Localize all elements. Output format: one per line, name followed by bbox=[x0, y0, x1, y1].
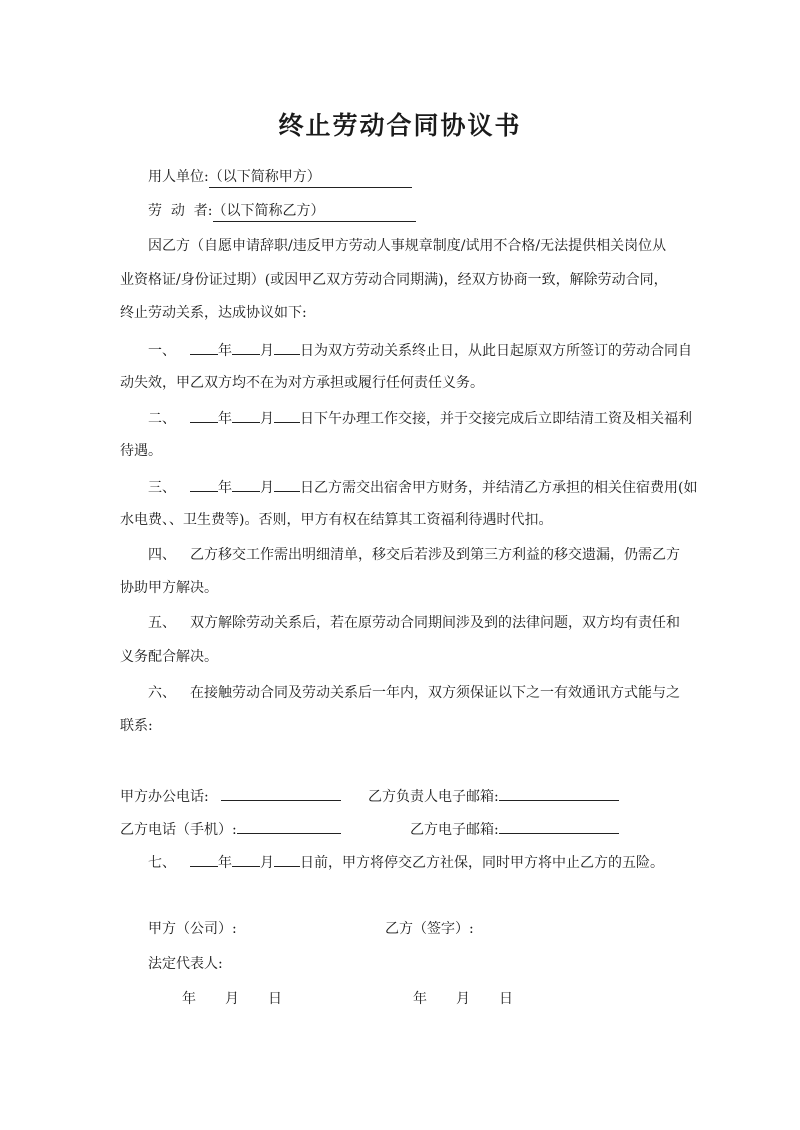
b-manager-email-line bbox=[368, 785, 619, 807]
worker-hint: （以下简称乙方） bbox=[212, 203, 325, 219]
clause-7-day-blank bbox=[274, 851, 300, 867]
clause-5-number: 五、 bbox=[148, 615, 176, 631]
employer-field bbox=[209, 167, 412, 188]
clause-5-line-2: 义务配合解决。 bbox=[120, 649, 218, 665]
clause-3-year: 年 bbox=[218, 480, 232, 496]
clause-7-line bbox=[148, 851, 664, 873]
clause-6-number: 六、 bbox=[148, 685, 176, 701]
employer-hint: （以下简称甲方） bbox=[208, 169, 321, 185]
party-a-date-month: 月 bbox=[225, 991, 239, 1007]
clause-2-number: 二、 bbox=[148, 411, 176, 427]
clause-2-text: 日下午办理工作交接，并于交接完成后立即结清工资及相关福利 bbox=[300, 411, 692, 427]
clause-7-month-blank bbox=[232, 851, 260, 867]
a-office-phone-line bbox=[120, 785, 341, 807]
clause-6-line-2: 联系: bbox=[120, 718, 153, 734]
clause-7-year: 年 bbox=[218, 855, 232, 871]
party-a-date-day: 日 bbox=[268, 991, 282, 1007]
clause-1-year: 年 bbox=[218, 343, 232, 359]
a-office-phone-blank bbox=[221, 785, 341, 801]
clause-1-line-2: 动失效，甲乙双方均不在为对方承担或履行任何责任义务。 bbox=[120, 375, 484, 391]
clause-3-line-2: 水电费、、卫生费等)。否则，甲方有权在结算其工资福利待遇时代扣。 bbox=[120, 512, 553, 528]
party-b-signature-label: 乙方（签字）: bbox=[385, 921, 474, 937]
clause-6-line-1 bbox=[148, 683, 680, 703]
party-a-signature-label: 甲方（公司）: bbox=[148, 921, 237, 937]
clause-6-text: 在接触劳动合同及劳动关系后一年内，双方须保证以下之一有效通讯方式能与之 bbox=[190, 685, 680, 701]
party-b-date-day: 日 bbox=[499, 991, 513, 1007]
b-phone-line bbox=[120, 818, 341, 840]
document-title: 终止劳动合同协议书 bbox=[278, 111, 522, 140]
a-office-phone-label: 甲方办公电话: bbox=[120, 789, 209, 805]
party-a-date-year: 年 bbox=[182, 991, 196, 1007]
employer-label: 用人单位: bbox=[148, 169, 209, 185]
legal-representative-label: 法定代表人: bbox=[148, 956, 223, 972]
clause-7-text: 日前，甲方将停交乙方社保，同时甲方将中止乙方的五险。 bbox=[300, 855, 664, 871]
b-email-label: 乙方电子邮箱: bbox=[410, 822, 499, 838]
clause-2-year-blank bbox=[190, 407, 218, 423]
employer-line bbox=[148, 167, 412, 188]
clause-3-line-1 bbox=[148, 476, 697, 498]
clause-3-text: 日乙方需交出宿舍甲方财务，并结清乙方承担的相关住宿费用(如 bbox=[300, 480, 698, 496]
clause-5-text: 双方解除劳动关系后，若在原劳动合同期间涉及到的法律问题，双方均有责任和 bbox=[190, 615, 680, 631]
clause-1-month-blank bbox=[232, 339, 260, 355]
clause-7-month: 月 bbox=[260, 855, 274, 871]
clause-1-year-blank bbox=[190, 339, 218, 355]
clause-1-text: 日为双方劳动关系终止日，从此日起原双方所签订的劳动合同自 bbox=[300, 343, 692, 359]
b-email-blank bbox=[499, 818, 619, 834]
clause-2-day-blank bbox=[274, 407, 300, 423]
clause-1-month: 月 bbox=[260, 343, 274, 359]
worker-field bbox=[213, 201, 416, 222]
clause-2-month: 月 bbox=[260, 411, 274, 427]
clause-1-line-1 bbox=[148, 339, 692, 361]
b-phone-label: 乙方电话（手机）: bbox=[120, 822, 237, 838]
clause-4-line-1 bbox=[148, 545, 680, 565]
clause-4-line-2: 协助甲方解决。 bbox=[120, 580, 218, 596]
worker-line bbox=[148, 201, 416, 222]
clause-3-month-blank bbox=[232, 476, 260, 492]
clause-2-month-blank bbox=[232, 407, 260, 423]
intro-line-2: 业资格证/身份证过期）(或因甲乙双方劳动合同期满)，经双方协商一致，解除劳动合同， bbox=[120, 272, 668, 288]
clause-7-year-blank bbox=[190, 851, 218, 867]
clause-2-year: 年 bbox=[218, 411, 232, 427]
clause-3-day-blank bbox=[274, 476, 300, 492]
clause-2-line-2: 待遇。 bbox=[120, 443, 162, 459]
party-b-date-year: 年 bbox=[413, 991, 427, 1007]
b-manager-email-blank bbox=[499, 785, 619, 801]
worker-label: 劳 动 者: bbox=[148, 203, 213, 219]
clause-3-number: 三、 bbox=[148, 480, 176, 496]
b-phone-blank bbox=[237, 818, 341, 834]
intro-line-3: 终止劳动关系，达成协议如下: bbox=[120, 305, 307, 321]
clause-4-number: 四、 bbox=[148, 547, 176, 563]
clause-2-line-1 bbox=[148, 407, 692, 429]
clause-1-number: 一、 bbox=[148, 343, 176, 359]
clause-1-day-blank bbox=[274, 339, 300, 355]
clause-3-month: 月 bbox=[260, 480, 274, 496]
clause-4-text: 乙方移交工作需出明细清单，移交后若涉及到第三方利益的移交遗漏，仍需乙方 bbox=[190, 547, 680, 563]
clause-5-line-1 bbox=[148, 613, 680, 633]
b-email-line bbox=[410, 818, 619, 840]
clause-7-number: 七、 bbox=[148, 855, 176, 871]
clause-3-year-blank bbox=[190, 476, 218, 492]
intro-line-1: 因乙方（自愿申请辞职/违反甲方劳动人事规章制度/试用不合格/无法提供相关岗位从 bbox=[148, 238, 667, 254]
party-b-date-month: 月 bbox=[456, 991, 470, 1007]
b-manager-email-label: 乙方负责人电子邮箱: bbox=[368, 789, 499, 805]
